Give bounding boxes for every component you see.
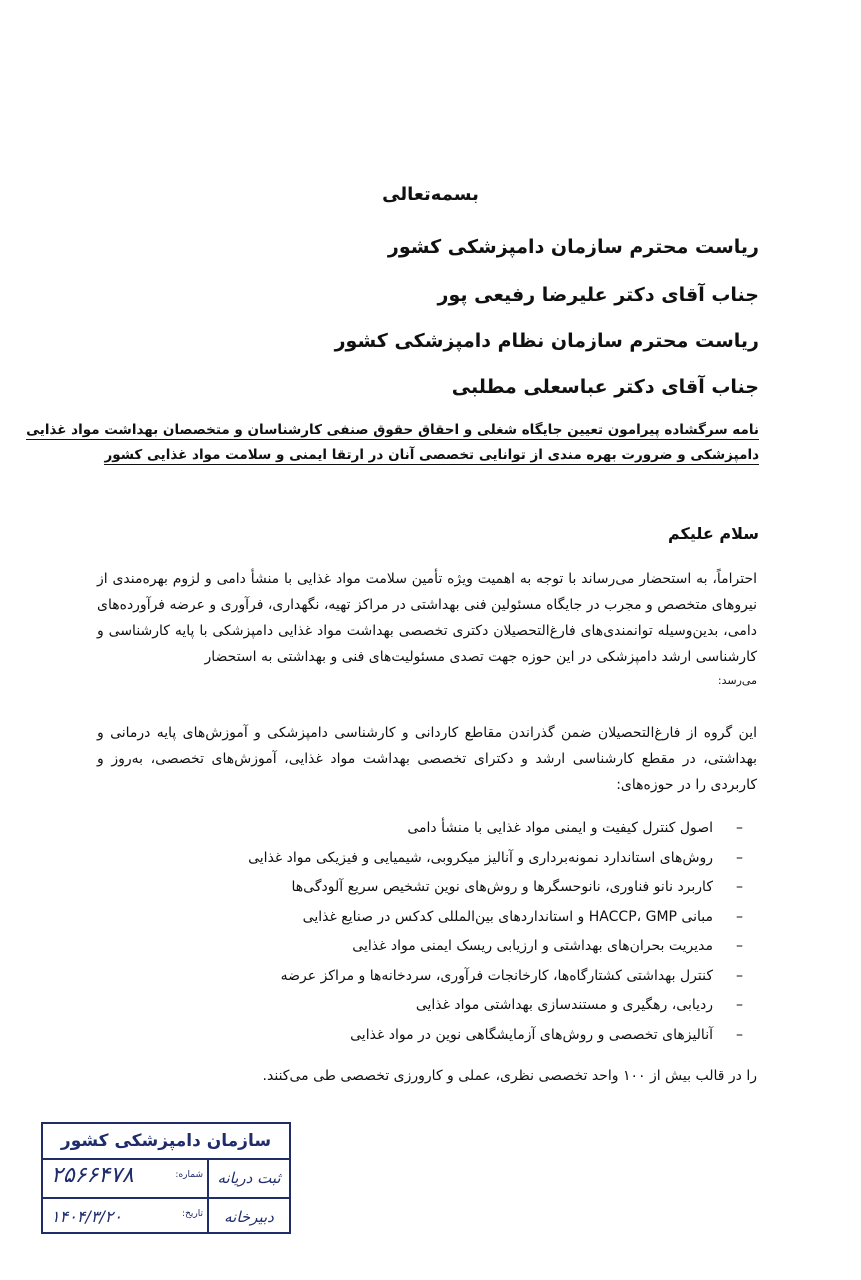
paragraph-1-text: احتراماً، به استحضار می‌رساند با توجه به اهمیت ویژه تأمین سلامت مواد غذایی با منشأ دامی و لزوم بهره‌مندی از نیروهای متخصص و مجرب در جایگاه مسئولین فنی بهداشتی در مراکز تهیه، نگهداری، فرآوری و عرضه فرآورده‌های دامی، بدین‌وسیله توانمندی‌های فارغ‌التحصیلان دکتری تخصصی بهداشت مواد غذایی دامپزشکی با پایه کارشناسی و کارشناسی ارشد دامپزشکی در این حوزه جهت تصدی مسئولیت‌های فنی و بهداشتی به استحضار — [97, 571, 757, 665]
list-item: –اصول کنترل کیفیت و ایمنی مواد غذایی با منشأ دامی — [407, 820, 743, 836]
stamp-secretariat-label: دبیرخانه — [224, 1208, 274, 1226]
recipient-line-4: جناب آقای دکتر عباسعلی مطلبی — [451, 376, 759, 398]
subject-line-1: نامه سرگشاده پیرامون تعیین جایگاه شغلی و احقاق حقوق صنفی کارشناسان و متخصصان بهداشت مواد غذایی — [26, 422, 759, 438]
list-item: –مبانی HACCP، GMP و استانداردهای بین‌المللی کدکس در صنایع غذایی — [302, 908, 743, 925]
paragraph-2: این گروه از فارغ‌التحصیلان ضمن گذراندن مقاطع کاردانی و کارشناسی دامپزشکی و آموزش‌های پایه درمانی و بهداشتی، در مقطع کارشناسی ارشد و دکترای تخصصی بهداشت مواد غذایی، آموزش‌های تخصصی، به‌روز و کاربردی را در حوزه‌های: — [97, 725, 757, 793]
subject-block — [26, 418, 759, 468]
list-item: –کاربرد نانو فناوری، نانوحسگرها و روش‌های نوین تشخیص سریع آلودگی‌ها — [291, 879, 743, 895]
list-item: –آنالیزهای تخصصی و روش‌های آزمایشگاهی نوین در مواد غذایی — [350, 1026, 743, 1043]
paragraph-1-end: می‌رسد: — [717, 674, 757, 687]
topics-list — [248, 814, 743, 1050]
list-item: –مدیریت بحران‌های بهداشتی و ارزیابی ریسک ایمنی مواد غذایی — [352, 938, 743, 954]
recipient-line-1: ریاست محترم سازمان دامپزشکی کشور — [387, 236, 759, 258]
list-item: –ردیابی، رهگیری و مستندسازی بهداشتی مواد غذایی — [415, 997, 743, 1013]
recipient-line-3: ریاست محترم سازمان نظام دامپزشکی کشور — [334, 330, 759, 352]
stamp-date-value: ۱۴۰۴/۳/۲۰ — [51, 1207, 122, 1226]
bismillah-heading: بسمه‌تعالی — [382, 184, 479, 205]
closing-sentence: را در قالب بیش از ۱۰۰ واحد تخصصی نظری، عملی و کارورزی تخصصی طی می‌کنند. — [262, 1068, 757, 1084]
greeting: سلام علیکم — [667, 524, 759, 543]
stamp-received-label: ثبت دریانه — [209, 1160, 289, 1199]
stamp-date-label: تاریخ: — [182, 1209, 203, 1219]
subject-line-2: دامپزشکی و ضرورت بهره مندی از توانایی تخصصی آنان در ارتقا ایمنی و سلامت مواد غذایی کشور — [104, 447, 759, 463]
stamp-number-label: شماره: — [175, 1170, 203, 1180]
paragraph-1 — [97, 566, 757, 692]
list-item: –روش‌های استاندارد نمونه‌برداری و آنالیز میکروبی، شیمیایی و فیزیکی مواد غذایی — [248, 849, 743, 866]
stamp-org-name: سازمان دامپزشکی کشور — [43, 1124, 289, 1160]
recipient-line-2: جناب آقای دکتر علیرضا رفیعی پور — [437, 284, 759, 306]
stamp-number-value: ۲۵۶۶۴۷۸ — [51, 1163, 134, 1188]
registration-stamp — [41, 1122, 291, 1234]
list-item: –کنترل بهداشتی کشتارگاه‌ها، کارخانجات فرآوری، سردخانه‌ها و مراکز عرضه — [280, 967, 743, 984]
